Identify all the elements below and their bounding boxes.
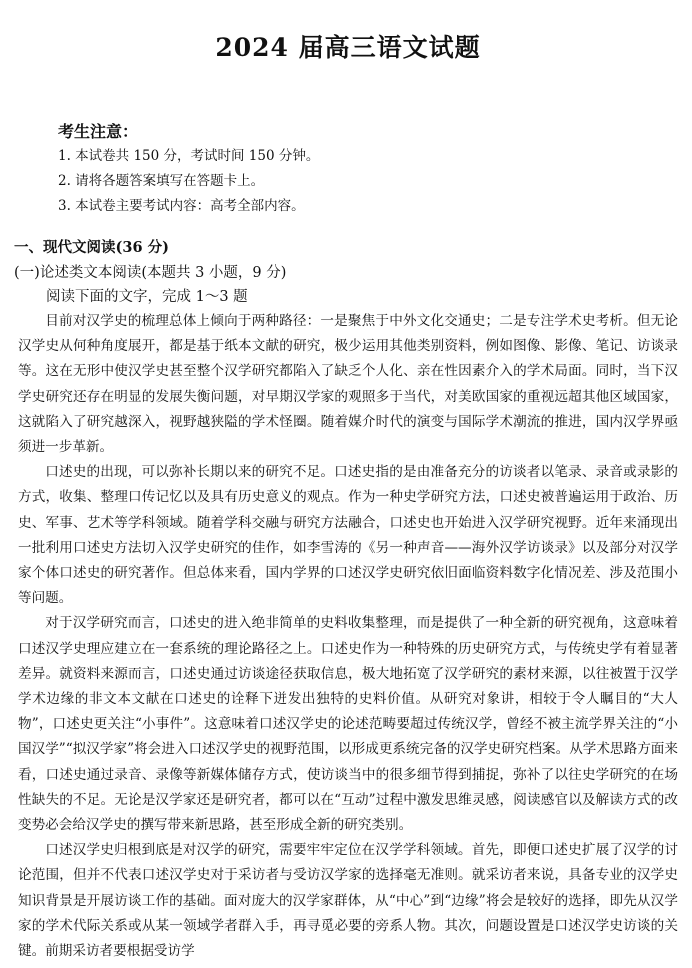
notice-item: 3. 本试卷主要考试内容：高考全部内容。 — [58, 198, 305, 214]
notice-heading: 考生注意： — [58, 122, 139, 141]
notice-item: 2. 请将各题答案填写在答题卡上。 — [58, 173, 265, 189]
passage-paragraph: 口述汉学史归根到底是对汉学的研究，需要牢牢定位在汉学学科领域。首先，即便口述史扩展了汉学的讨论范围，但并不代表口述汉学史对于采访者与受访汉学家的选择毫无准则。就采访者来说，具备专业的汉学史知识背景是开展访谈工作的基础。面对庞大的汉学家群体，从“中心”到“边缘”将会是较好的选择，即先从汉学家的学术代际关系或从某一领域学者群入手，再寻觅必要的旁系人物。其次，问题设置是口述汉学史访谈的关键。前期采访者要根据受访学 — [18, 842, 678, 960]
reading-instruction: 阅读下面的文字，完成 1～3 题 — [46, 289, 248, 305]
passage-paragraph: 对于汉学研究而言，口述史的进入绝非简单的史料收集整理，而是提供了一种全新的研究视角，这意味着口述汉学史理应建立在一套系统的理论路径之上。口述史作为一种特殊的历史研究方式，与传统史学有着显著差异。就资料来源而言，口述史通过访谈途径获取信息，极大地拓宽了汉学研究的素材来源，以往被置于汉学学术边缘的非文本文献在口述史的诠释下迸发出独特的史料价值。从研究对象讲，相较于令人瞩目的“大人物”，口述史更关注“小事件”。这意味着口述汉学史的论述范畴要超过传统汉学，曾经不被主流学界关注的“小国汉学”“拟汉学家”将会进入口述汉学史的视野范围，以形成更系统完备的汉学史研究档案。从学术思路方面来看，口述史通过录音、录像等新媒体储存方式，使访谈当中的很多细节得到捕捉，弥补了以往史学研究的在场性缺失的不足。无论是汉学家还是研究者，都可以在“互动”过程中激发思维灵感，阅读感官以及解读方式的改变势必会给汉学史的撰写带来新思路，甚至形成全新的研究类别。 — [18, 615, 678, 834]
passage-paragraph: 口述史的出现，可以弥补长期以来的研究不足。口述史指的是由准备充分的访谈者以笔录、录音或录影的方式，收集、整理口传记忆以及具有历史意义的观点。作为一种史学研究方法，口述史被普遍运用于政治、历史、军事、艺术等学科领域。随着学科交融与研究方法融合，口述史也开始进入汉学研究视野。近年来涌现出一批利用口述史方法切入汉学史研究的佳作，如李雪涛的《另一种声音——海外汉学访谈录》以及部分对汉学家个体口述史的研究著作。但总体来看，国内学界的口述汉学史研究依旧面临资料数字化情况差、涉及范围小等问题。 — [18, 464, 678, 607]
section-heading: 一、现代文阅读(36 分) — [14, 239, 169, 256]
subsection-heading: (一)论述类文本阅读(本题共 3 小题，9 分) — [14, 265, 287, 281]
notice-block — [58, 120, 678, 219]
page-title: 2024 届高三语文试题 — [215, 33, 481, 62]
passage-paragraph: 目前对汉学史的梳理总体上倾向于两种路径：一是聚焦于中外文化交通史；二是专注学术史考析。但无论汉学史从何种角度展开，都是基于纸本文献的研究，极少运用其他类别资料，例如图像、影像、笔记、访谈录等。这在无形中使汉学史甚至整个汉学研究都陷入了缺乏个人化、亲在性因素介入的学术局面。同时，当下汉学史研究还存在明显的发展失衡问题，对早期汉学家的观照多于当代，对美欧国家的重视远超其他区域国家，这就陷入了研究越深入，视野越狭隘的学术怪圈。随着媒介时代的演变与国际学术潮流的推进，国内汉学界亟须进一步革新。 — [18, 313, 678, 456]
notice-item: 1. 本试卷共 150 分，考试时间 150 分钟。 — [58, 148, 320, 164]
